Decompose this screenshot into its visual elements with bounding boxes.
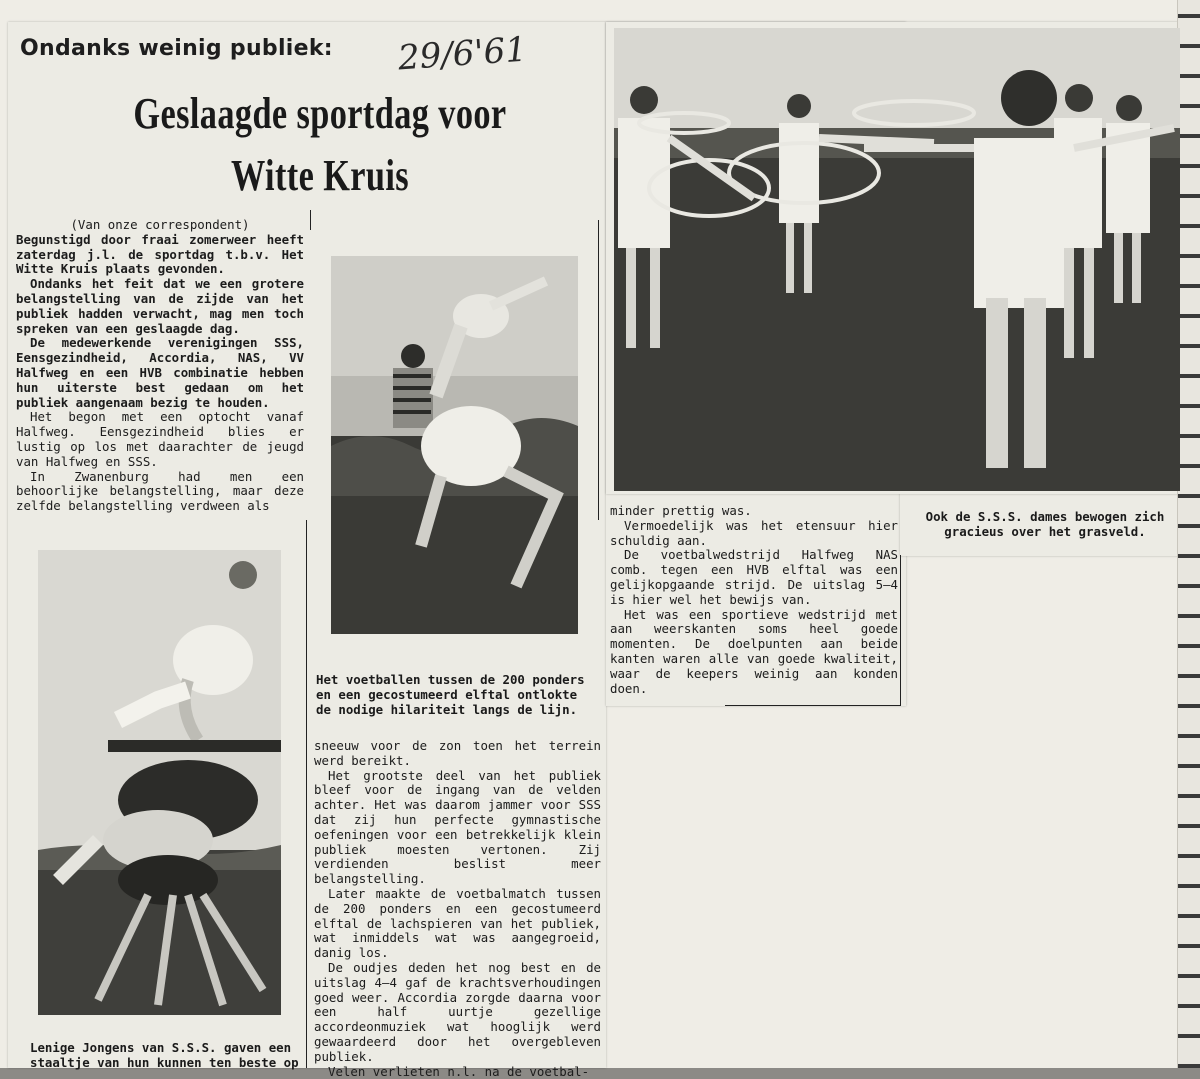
column-rule xyxy=(306,520,307,1068)
kicker: Ondanks weinig publiek: xyxy=(20,36,333,61)
column-rule xyxy=(310,210,311,230)
paragraph: Het was een sportieve wedstrijd met aan weerskanten soms heel goede momenten. De doelpunten aan beide kanten waren alle van goede kwaliteit, waar de keepers weinig aan konden doen. xyxy=(610,606,898,696)
headline-line-2: Witte Kruis xyxy=(230,151,410,200)
paragraph: De oudjes deden het nog best en de uitslag 4—4 gaf de krachtsverhoudingen goed weer. Accordia zorgde daarna voor een half uurtje gezellige accordeonmuziek wat hooglijk werd gewaardeerd door het overgebleven publiek. xyxy=(314,959,601,1064)
column-rule xyxy=(900,555,901,705)
paragraph: De medewerkende verenigingen SSS, Eensgezindheid, Accordia, NAS, VV Halfweg en een HVB combinatie hebben hun uiterste best gedaan om het publiek aangenaam bezig te houden. xyxy=(16,335,304,410)
paragraph: Later maakte de voetbalmatch tussen de 200 ponders en een gecostumeerd elftal de lachspieren van het publiek, wat inmiddels wat was aangegroeid, danig los. xyxy=(314,885,601,961)
photo-gymnasts-vault xyxy=(38,550,281,1015)
photo-caption-gymnasts: Lenige Jongens van S.S.S. gaven een staaltje van hun kunnen ten beste op xyxy=(30,1040,299,1070)
paragraph: In Zwanenburg had men een behoorlijke belangstelling, maar deze zelfde belangstelling verdween als xyxy=(16,468,304,514)
paragraph: sneeuw voor de zon toen het terrein werd bereikt. xyxy=(314,738,601,768)
photo-ladies-hoops xyxy=(614,28,1180,491)
paragraph: Het begon met een optocht vanaf Halfweg. Eensgezindheid blies er lustig op los met daarachter de jeugd van Halfweg en SSS. xyxy=(16,409,304,469)
paragraph: Begunstigd door fraai zomerweer heeft zaterdag j.l. de sportdag t.b.v. Het Witte Kruis plaats gevonden. xyxy=(16,231,304,277)
photo-caption-football: Het voetballen tussen de 200 ponders en een gecostumeerd elftal ontlokte de nodige hilariteit langs de lijn. xyxy=(316,672,585,717)
paragraph: De voetbalwedstrijd Halfweg NAS comb. tegen een HVB elftal was een gelijkopgaande strijd. De uitslag 5—4 is hier wel het bewijs van. xyxy=(610,547,898,607)
photo-ladies-hoops-image xyxy=(614,28,1180,491)
byline: (Van onze correspondent) xyxy=(70,217,250,232)
column-rule xyxy=(725,705,901,706)
article-column-2 xyxy=(314,739,601,1079)
headline-line-1: Geslaagde sportdag voor xyxy=(133,89,507,138)
paragraph: Vermoedelijk was het etensuur hier schuldig aan. xyxy=(610,517,898,548)
binding-spiral xyxy=(1177,0,1200,1068)
paragraph: minder prettig was. xyxy=(610,503,752,518)
handwritten-date: 29/6'61 xyxy=(396,29,529,79)
column-rule xyxy=(598,220,599,520)
photo-football-jump-image xyxy=(331,256,578,634)
article-column-3 xyxy=(610,504,898,696)
paragraph: Velen verlieten n.l. na de voetbal- xyxy=(328,1063,590,1079)
paragraph: Ondanks het feit dat we een grotere belangstelling van de zijde van het publiek hadden verwacht, mag men toch spreken van een geslaagde dag. xyxy=(16,276,304,336)
photo-caption-ladies: Ook de S.S.S. dames bewogen zich gracieus over het grasveld. xyxy=(925,509,1165,539)
photo-football-jump xyxy=(331,256,578,634)
paragraph: Het grootste deel van het publiek bleef voor de ingang van de velden achter. Het was daarom jammer voor SSS dat zij hun perfecte gymnastische oefeningen voor een betrekkelijk klein publiek moesten vertonen. Zij verdienden beslist meer belangstelling. xyxy=(314,767,601,887)
photo-gymnasts-vault-image xyxy=(38,550,281,1015)
article-column-1 xyxy=(16,218,304,514)
